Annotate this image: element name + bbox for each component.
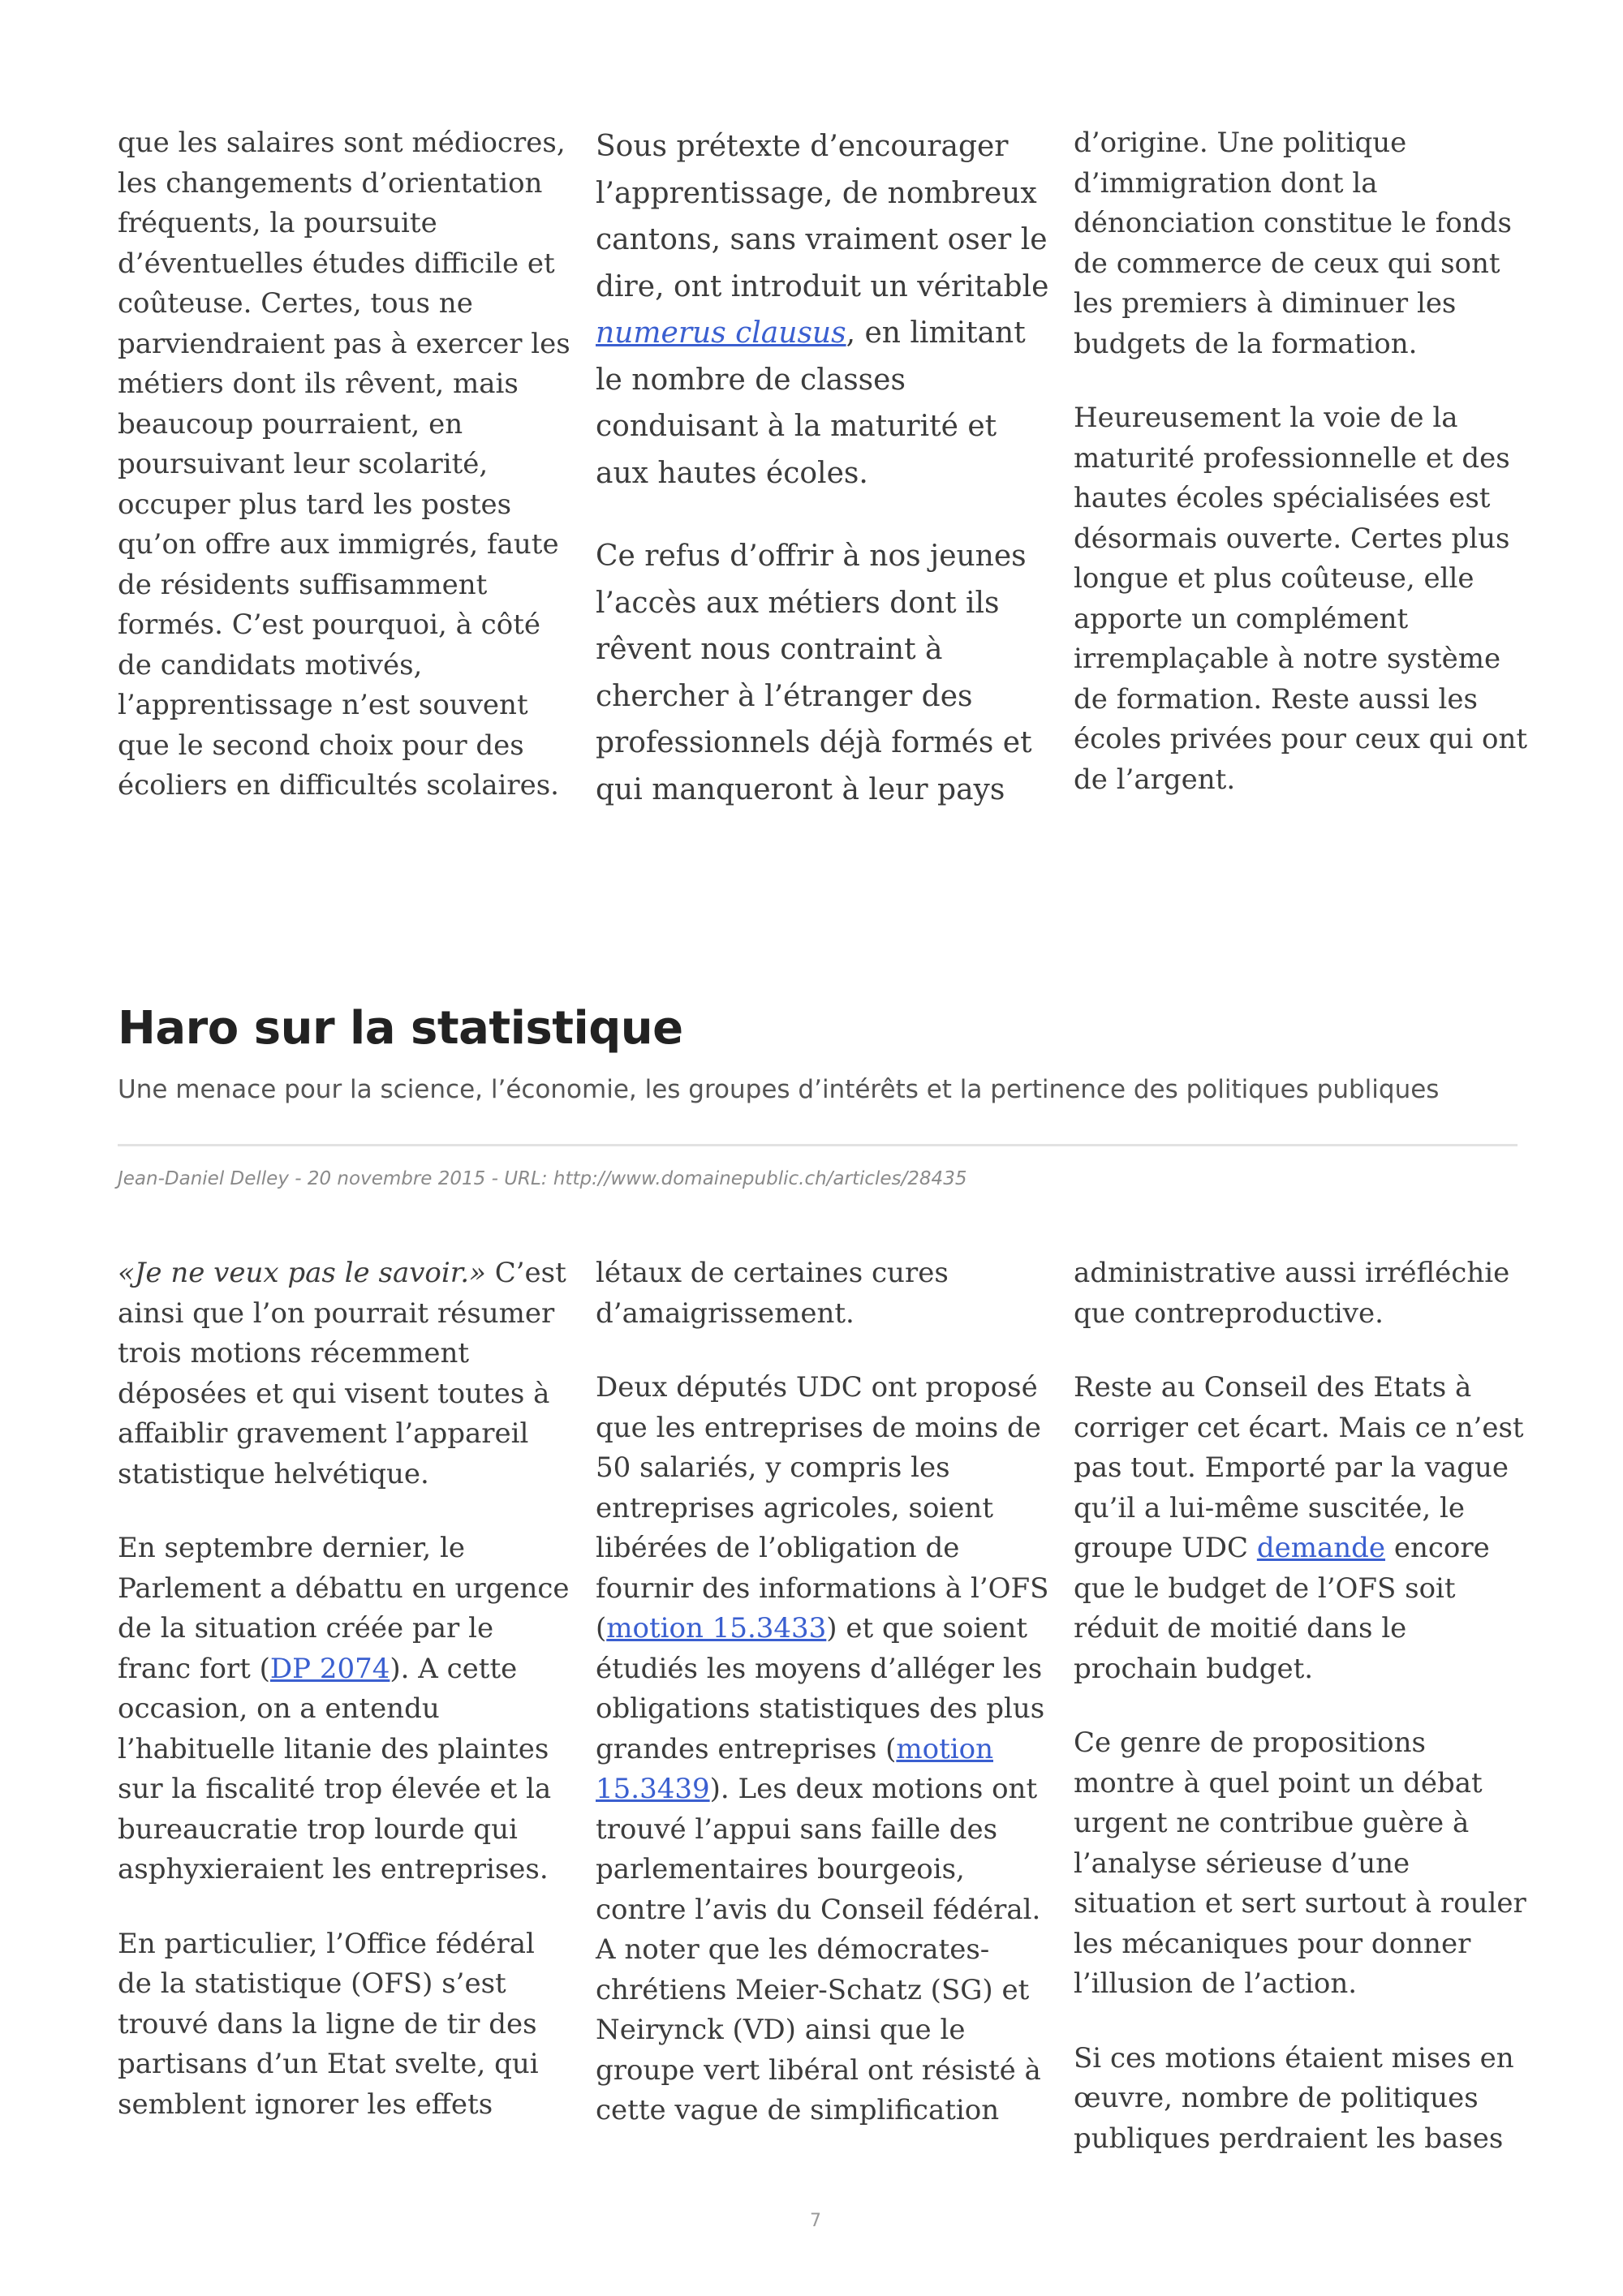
article-subtitle: Une menace pour la science, l’économie, les groupes d’intérêts et la pertinence des politiques publiques	[118, 1075, 1440, 1104]
top-col2-paragraph-2: Ce refus d’offrir à nos jeunes l’accès aux métiers dont ils rêvent nous contraint à chercher à l’étranger des professionnels déjà formés et qui manqueront à leur pays	[596, 540, 1032, 806]
col3-paragraph-1: administrative aussi irréfléchie que contreproductive.	[1074, 1257, 1510, 1330]
col3-paragraph-2: Reste au Conseil des Etats à corriger cet écart. Mais ce n’est pas tout. Emporté par la vague qu’il a lui-même suscitée, le groupe UDC demande encore que le budget de l’OFS soit réduit de moitié dans le prochain budget.	[1074, 1371, 1524, 1685]
numerus-clausus-link[interactable]: numerus clausus	[596, 316, 846, 350]
col1-paragraph-2: En septembre dernier, le Parlement a débattu en urgence de la situation créée par le franc fort (DP 2074). A cette occasion, on a entendu l’habituelle litanie des plaintes sur la fiscalité trop élevée et la bureaucratie trop lourde qui asphyxieraient les entreprises.	[118, 1532, 570, 1885]
motion-15-3439-link[interactable]: motion 15.3439	[596, 1732, 993, 1805]
top-col2-paragraph-1: Sous prétexte d’encourager l’apprentissage, de nombreux cantons, sans vraiment oser le dire, ont introduit un véritable numerus clausus, en limitant le nombre de classes conduisant à la maturité et aux hautes écoles.	[596, 130, 1049, 490]
article-column-3	[1074, 1253, 1528, 2159]
opening-quote: «Je ne veux pas le savoir.»	[118, 1257, 486, 1289]
page-number: 7	[810, 2211, 821, 2231]
top-article-column-2	[596, 123, 1050, 813]
article-column-2	[596, 1253, 1050, 2131]
article-byline: Jean-Daniel Delley - 20 novembre 2015 - URL: http://www.domainepublic.ch/articles/28435	[118, 1168, 967, 1189]
top-article-column-3	[1074, 123, 1528, 800]
top-col3-paragraph-2: Heureusement la voie de la maturité professionnelle et des hautes écoles spécialisées est désormais ouverte. Certes plus longue et plus coûteuse, elle apporte un complément irremplaçable à notre système de formation. Reste aussi les écoles privées pour ceux qui ont de l’argent.	[1074, 402, 1528, 796]
top-article-column-1	[118, 123, 572, 806]
divider	[118, 1144, 1518, 1146]
col2-paragraph-2: Deux députés UDC ont proposé que les entreprises de moins de 50 salariés, y compris les entreprises agricoles, soient libérées de l’obligation de fournir des informations à l’OFS (motion 15.3433) et que soient étudiés les moyens d’alléger les obligations statistiques des plus grandes entreprises (motion 15.3439). Les deux motions ont trouvé l’appui sans faille des parlementaires bourgeois, contre l’avis du Conseil fédéral. A noter que les démocrates-chrétiens Meier-Schatz (SG) et Neirynck (VD) ainsi que le groupe vert libéral ont résisté à cette vague de simplification	[596, 1371, 1049, 2126]
col2-paragraph-1: létaux de certaines cures d’amaigrissement.	[596, 1257, 949, 1330]
motion-15-3433-link[interactable]: motion 15.3433	[606, 1612, 827, 1645]
dp-2074-link[interactable]: DP 2074	[269, 1652, 390, 1685]
article-title: Haro sur la statistique	[118, 1002, 683, 1055]
col1-paragraph-3: En particulier, l’Office fédéral de la statistique (OFS) s’est trouvé dans la ligne de tir des partisans d’un Etat svelte, qui semblent ignorer les effets	[118, 1927, 539, 2121]
article-column-1	[118, 1253, 572, 2125]
demande-link[interactable]: demande	[1256, 1532, 1386, 1564]
col3-paragraph-3: Ce genre de propositions montre à quel point un débat urgent ne contribue guère à l’analyse sérieuse d’une situation et sert surtout à rouler les mécaniques pour donner l’illusion de l’action.	[1074, 1726, 1526, 2000]
top-col1-paragraph: que les salaires sont médiocres, les changements d’orientation fréquents, la poursuite d’éventuelles études difficile et coûteuse. Certes, tous ne parviendraient pas à exercer les métiers dont ils rêvent, mais beaucoup pourraient, en poursuivant leur scolarité, occuper plus tard les postes qu’on offre aux immigrés, faute de résidents suffisamment formés. C’est pourquoi, à côté de candidats motivés, l’apprentissage n’est souvent que le second choix pour des écoliers en difficultés scolaires.	[118, 127, 570, 802]
col1-paragraph-1: «Je ne veux pas le savoir.» C’est ainsi que l’on pourrait résumer trois motions récemment déposées et qui visent toutes à affaiblir gravement l’appareil statistique helvétique.	[118, 1257, 566, 1490]
top-col3-paragraph-1: d’origine. Une politique d’immigration dont la dénonciation constitue le fonds de commerce de ceux qui sont les premiers à diminuer les budgets de la formation.	[1074, 127, 1512, 360]
col3-paragraph-4: Si ces motions étaient mises en œuvre, nombre de politiques publiques perdraient les bases	[1074, 2041, 1514, 2155]
